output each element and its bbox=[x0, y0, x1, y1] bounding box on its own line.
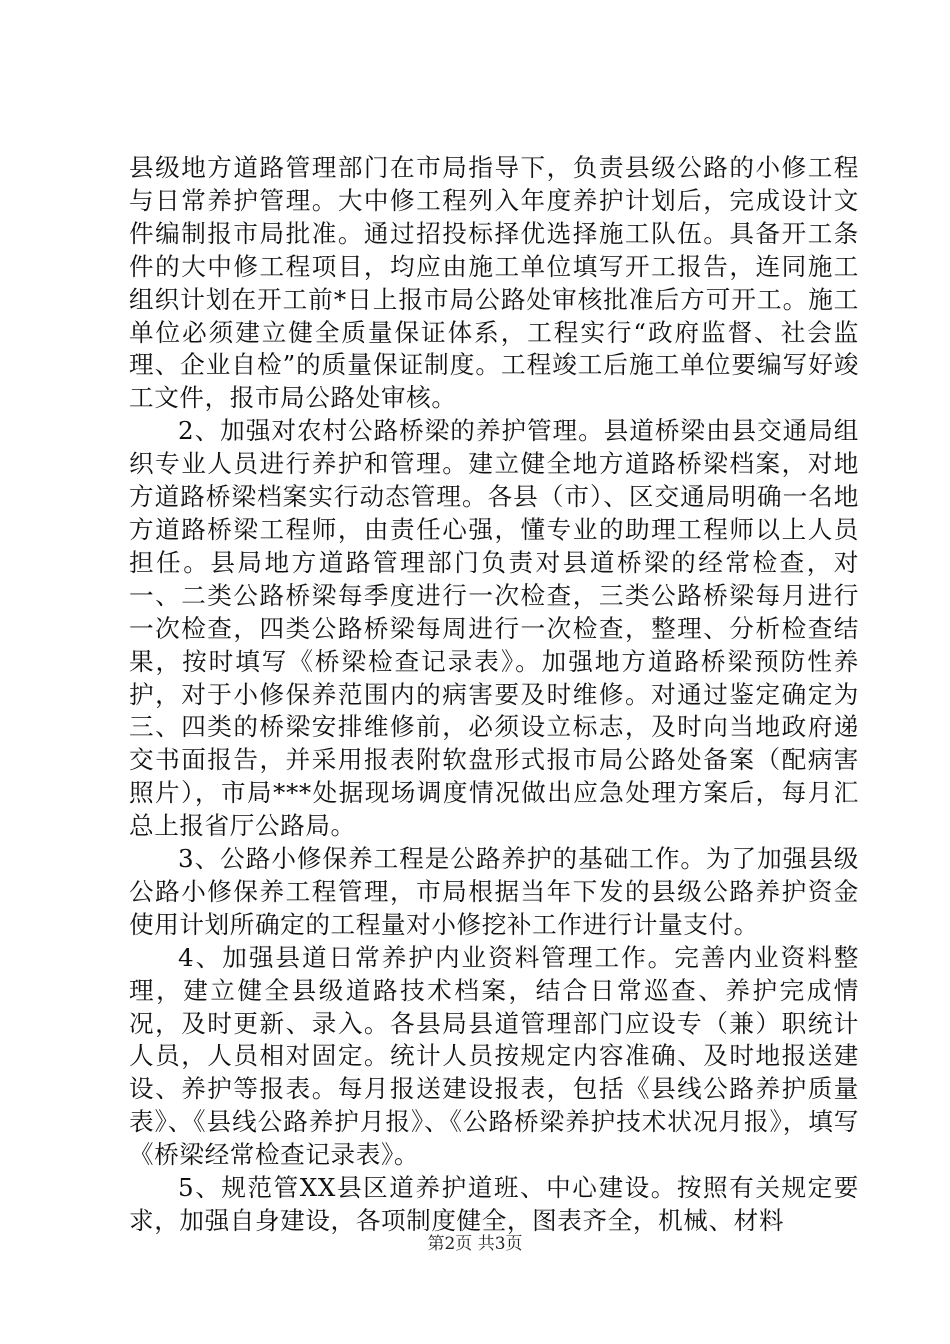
paragraph-4: 4、加强县道日常养护内业资料管理工作。完善内业资料整理，建立健全县级道路技术档案，结合日常巡查、养护完成情况，及时更新、录入。各县局县道管理部门应设专（兼）职统计人员，人员相对固定。统计人员按规定内容准确、及时地报送建设、养护等报表。每月报送建设报表，包括《县线公路养护质量表》、《县线公路养护月报》、《公路桥梁养护技术状况月报》，填写《桥梁经常检查记录表》。 bbox=[129, 942, 859, 1170]
page-number-footer: 第2页 共3页 bbox=[427, 1234, 523, 1254]
paragraph-5: 5、规范管XX县区道养护道班、中心建设。按照有关规定要求，加强自身建设，各项制度健全，图表齐全，机械、材料 bbox=[129, 1173, 859, 1235]
document-body bbox=[129, 152, 859, 1238]
paragraph-2: 2、加强对农村公路桥梁的养护管理。县道桥梁由县交通局组织专业人员进行养护和管理。建立健全地方道路桥梁档案，对地方道路桥梁档案实行动态管理。各县（市）、区交通局明确一名地方道路桥梁工程师，由责任心强，懂专业的助理工程师以上人员担任。县局地方道路管理部门负责对县道桥梁的经常检查，对一、二类公路桥梁每季度进行一次检查，三类公路桥梁每月进行一次检查，四类公路桥梁每周进行一次检查，整理、分析检查结果，按时填写《桥梁检查记录表》。加强地方道路桥梁预防性养护，对于小修保养范围内的病害要及时维修。对通过鉴定确定为三、四类的桥梁安排维修前，必须设立标志，及时向当地政府递交书面报告，并采用报表附软盘形式报市局公路处备案（配病害照片），市局***处据现场调度情况做出应急处理方案后，每月汇总上报省厅公路局。 bbox=[129, 416, 859, 841]
paragraph-1: 县级地方道路管理部门在市局指导下，负责县级公路的小修工程与日常养护管理。大中修工程列入年度养护计划后，完成设计文件编制报市局批准。通过招投标择优选择施工队伍。具备开工条件的大中修工程项目，均应由施工单位填写开工报告，连同施工组织计划在开工前*日上报市局公路处审核批准后方可开工。施工单位必须建立健全质量保证体系，工程实行“政府监督、社会监理、企业自检”的质量保证制度。工程竣工后施工单位要编写好竣工文件，报市局公路处审核。 bbox=[129, 153, 859, 413]
paragraph-3: 3、公路小修保养工程是公路养护的基础工作。为了加强县级公路小修保养工程管理，市局根据当年下发的县级公路养护资金使用计划所确定的工程量对小修挖补工作进行计量支付。 bbox=[129, 844, 859, 939]
